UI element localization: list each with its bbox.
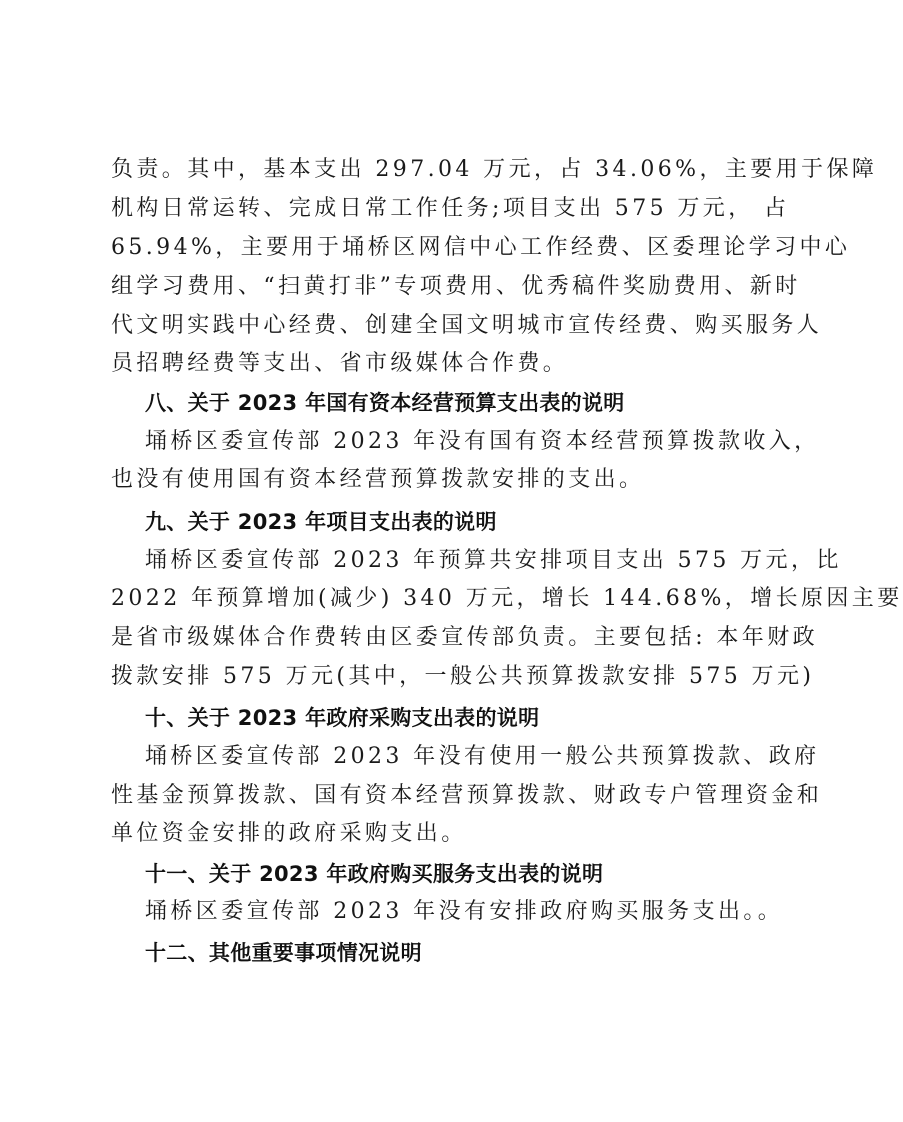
body-text-line: 组学习费用、“扫黄打非”专项费用、优秀稿件奖励费用、新时	[111, 274, 801, 299]
body-text-line: 代文明实践中心经费、创建全国文明城市宣传经费、购买服务人	[111, 313, 823, 338]
body-text-line: 性基金预算拨款、国有资本经营预算拨款、财政专户管理资金和	[111, 783, 823, 808]
section-heading-10: 十、关于 2023 年政府采购支出表的说明	[145, 706, 540, 730]
body-text-line: 也没有使用国有资本经营预算拨款安排的支出。	[111, 467, 645, 492]
body-text-line: 机构日常运转、完成日常工作任务;项目支出 575 万元， 占	[111, 196, 790, 221]
body-text-line: 埇桥区委宣传部 2023 年没有安排政府购买服务支出。。	[145, 899, 784, 924]
body-text-line: 是省市级媒体合作费转由区委宣传部负责。主要包括: 本年财政	[111, 625, 819, 650]
body-text-line: 拨款安排 575 万元(其中，一般公共预算拨款安排 575 万元)	[111, 664, 815, 689]
body-text-line: 单位资金安排的政府采购支出。	[111, 821, 467, 846]
body-text-line: 埇桥区委宣传部 2023 年没有使用一般公共预算拨款、政府	[145, 744, 820, 769]
section-heading-11: 十一、关于 2023 年政府购买服务支出表的说明	[145, 862, 604, 886]
body-text-line: 65.94%，主要用于埇桥区网信中心工作经费、区委理论学习中心	[111, 235, 851, 260]
body-text-line: 负责。其中，基本支出 297.04 万元，占 34.06%，主要用于保障	[111, 157, 878, 182]
body-text-line: 员招聘经费等支出、省市级媒体合作费。	[111, 351, 569, 376]
body-text-line: 2022 年预算增加(减少) 340 万元，增长 144.68%，增长原因主要	[111, 586, 903, 611]
section-heading-12: 十二、其他重要事项情况说明	[145, 941, 422, 965]
body-text-line: 埇桥区委宣传部 2023 年预算共安排项目支出 575 万元，比	[145, 548, 842, 573]
body-text-line: 埇桥区委宣传部 2023 年没有国有资本经营预算拨款收入，	[145, 429, 820, 454]
section-heading-9: 九、关于 2023 年项目支出表的说明	[145, 510, 497, 534]
section-heading-8: 八、关于 2023 年国有资本经营预算支出表的说明	[145, 391, 625, 415]
